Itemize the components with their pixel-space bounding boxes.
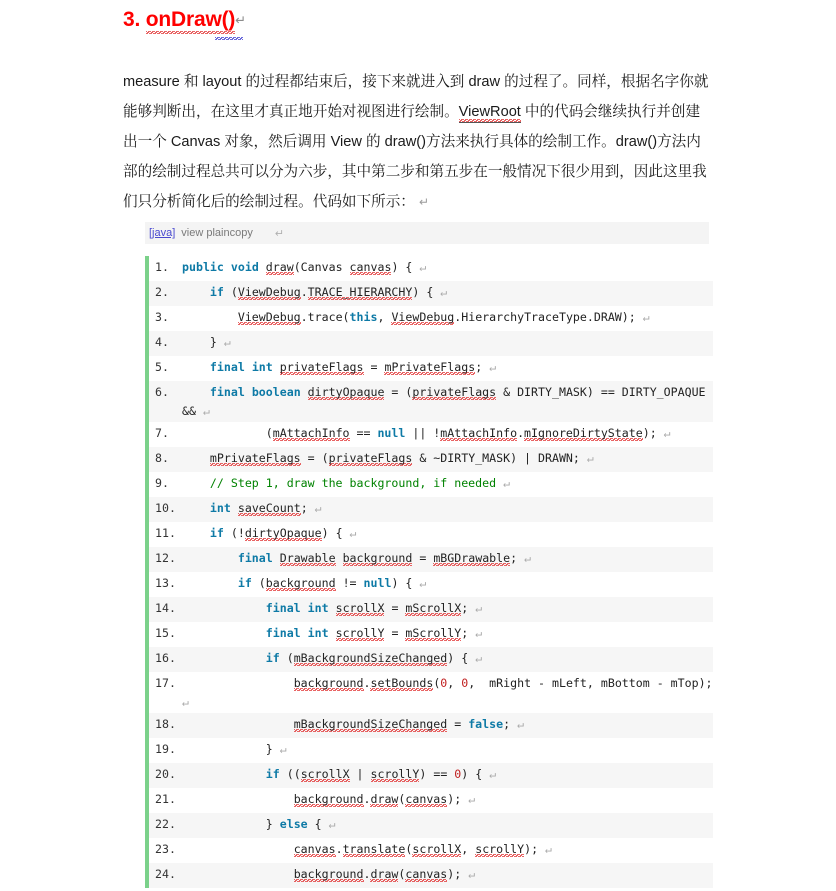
code-line [149,381,713,422]
code-line-number: 6. [155,385,169,399]
code-line [149,572,713,597]
code-line-number: 2. [155,285,169,299]
code-line-number: 24. [155,867,176,881]
code-line-text: final Drawable background = mBGDrawable; ↵ [237,551,532,565]
view-plaincopy-link[interactable]: view plaincopy [181,227,253,239]
code-line-text: background.setBounds(0, 0, mRight - mLeft, mBottom - mTop); ↵ [182,676,720,709]
paragraph-pilcrow: ↵ [418,195,430,209]
code-line [149,522,713,547]
code-line-number: 22. [155,817,176,831]
code-line-number: 8. [155,451,169,465]
code-line-text: mBackgroundSizeChanged = false; ↵ [293,717,525,731]
code-line [149,622,713,647]
code-line-text: } ↵ [182,742,287,756]
code-line-number: 9. [155,476,169,490]
code-line [149,713,713,738]
code-line-number: 11. [155,526,176,540]
paragraph-line-part: 们只分析简化后的绘制过程。代码如下所示： [123,194,415,210]
page-title [123,8,246,34]
code-line-text: (mAttachInfo == null || !mAttachInfo.mIgnoreDirtyState); ↵ [182,426,671,440]
code-line [149,672,720,713]
code-toolbar [145,222,709,244]
grammar-underline-icon [215,37,243,40]
code-line [149,356,713,381]
code-line-number: 7. [155,426,169,440]
code-line-text: if (ViewDebug.TRACE_HIERARCHY) { ↵ [209,285,448,299]
code-line [149,788,713,813]
code-line [149,306,713,331]
code-line-number: 12. [155,551,176,565]
code-line-text: if (background != null) { ↵ [237,576,427,590]
code-line-text: public void draw(Canvas canvas) { ↵ [182,260,427,274]
body-paragraph [123,67,713,217]
code-line [149,422,713,447]
code-line-number: 20. [155,767,176,781]
code-line-number: 17. [155,676,176,690]
code-line [149,331,713,356]
code-line-number: 13. [155,576,176,590]
paragraph-line: 部的绘制过程总共可以分为六步，其中第二步和第五步在一般情况下很少用到，因此这里我 [123,164,707,180]
paragraph-line [123,97,713,127]
heading-pilcrow: ↵ [235,12,246,28]
code-line-text: mPrivateFlags = (privateFlags & ~DIRTY_MASK) | DRAWN; ↵ [209,451,594,465]
code-line-text: background.draw(canvas); ↵ [293,792,476,806]
code-line-text: final int scrollX = mScrollX; ↵ [265,601,483,615]
code-line-number: 1. [155,260,169,274]
code-line [149,281,713,306]
code-line-text: final int scrollY = mScrollY; ↵ [265,626,483,640]
code-line-number: 10. [155,501,176,515]
misspelled-word: ViewRoot [459,104,521,123]
code-line-number: 19. [155,742,176,756]
code-line [149,497,713,522]
code-line [149,813,713,838]
code-line-text: } ↵ [182,335,231,349]
code-line-text: } else { ↵ [182,817,336,831]
code-line [149,447,713,472]
code-line [149,838,713,863]
code-line [149,547,713,572]
code-line-text: canvas.translate(scrollX, scrollY); ↵ [293,842,553,856]
heading-number: 3. [123,8,141,31]
code-line-text: int saveCount; ↵ [209,501,322,515]
code-line [149,647,713,672]
code-line-text: if (mBackgroundSizeChanged) { ↵ [265,651,483,665]
paragraph-line: 出一个 Canvas 对象，然后调用 View 的 draw()方法来执行具体的绘制工作。draw()方法内 [123,134,701,150]
code-line [149,763,713,788]
code-line-text: if ((scrollX | scrollY) == 0) { ↵ [265,767,497,781]
code-line-number: 14. [155,601,176,615]
code-line-text: // Step 1, draw the background, if needed ↵ [182,476,511,490]
paragraph-line-part: 中的代码会继续执行并创建 [520,104,701,120]
code-line [149,256,713,281]
code-line-text: background.draw(canvas); ↵ [293,867,476,881]
code-line-number: 15. [155,626,176,640]
code-line-text: final int privateFlags = mPrivateFlags; ↵ [209,360,497,374]
code-line-number: 21. [155,792,176,806]
code-line-number: 23. [155,842,176,856]
code-line-number: 16. [155,651,176,665]
code-line [149,472,713,497]
paragraph-line-part: 能够判断出，在这里才真正地开始对视图进行绘制。 [123,104,459,120]
paragraph-line: measure 和 layout 的过程都结束后，接下来就进入到 draw 的过程了。同样，根据名字你就 [123,74,709,90]
code-line-number: 3. [155,310,169,324]
code-line [149,738,713,763]
paragraph-line [123,187,713,217]
code-line-number: 4. [155,335,169,349]
code-block [145,256,720,888]
code-line [149,863,713,888]
language-tag[interactable]: [java] [149,227,176,239]
toolbar-pilcrow: ↵ [274,227,285,240]
code-line-text: final boolean dirtyOpaque = (privateFlags & DIRTY_MASK) == DIRTY_OPAQUE && ↵ [182,385,713,418]
code-line-text: if (!dirtyOpaque) { ↵ [209,526,357,540]
code-line [149,597,713,622]
code-line-number: 18. [155,717,176,731]
code-line-number: 5. [155,360,169,374]
code-line-text: ViewDebug.trace(this, ViewDebug.HierarchyTraceType.DRAW); ↵ [237,310,650,324]
heading-text: onDraw() [146,8,235,34]
